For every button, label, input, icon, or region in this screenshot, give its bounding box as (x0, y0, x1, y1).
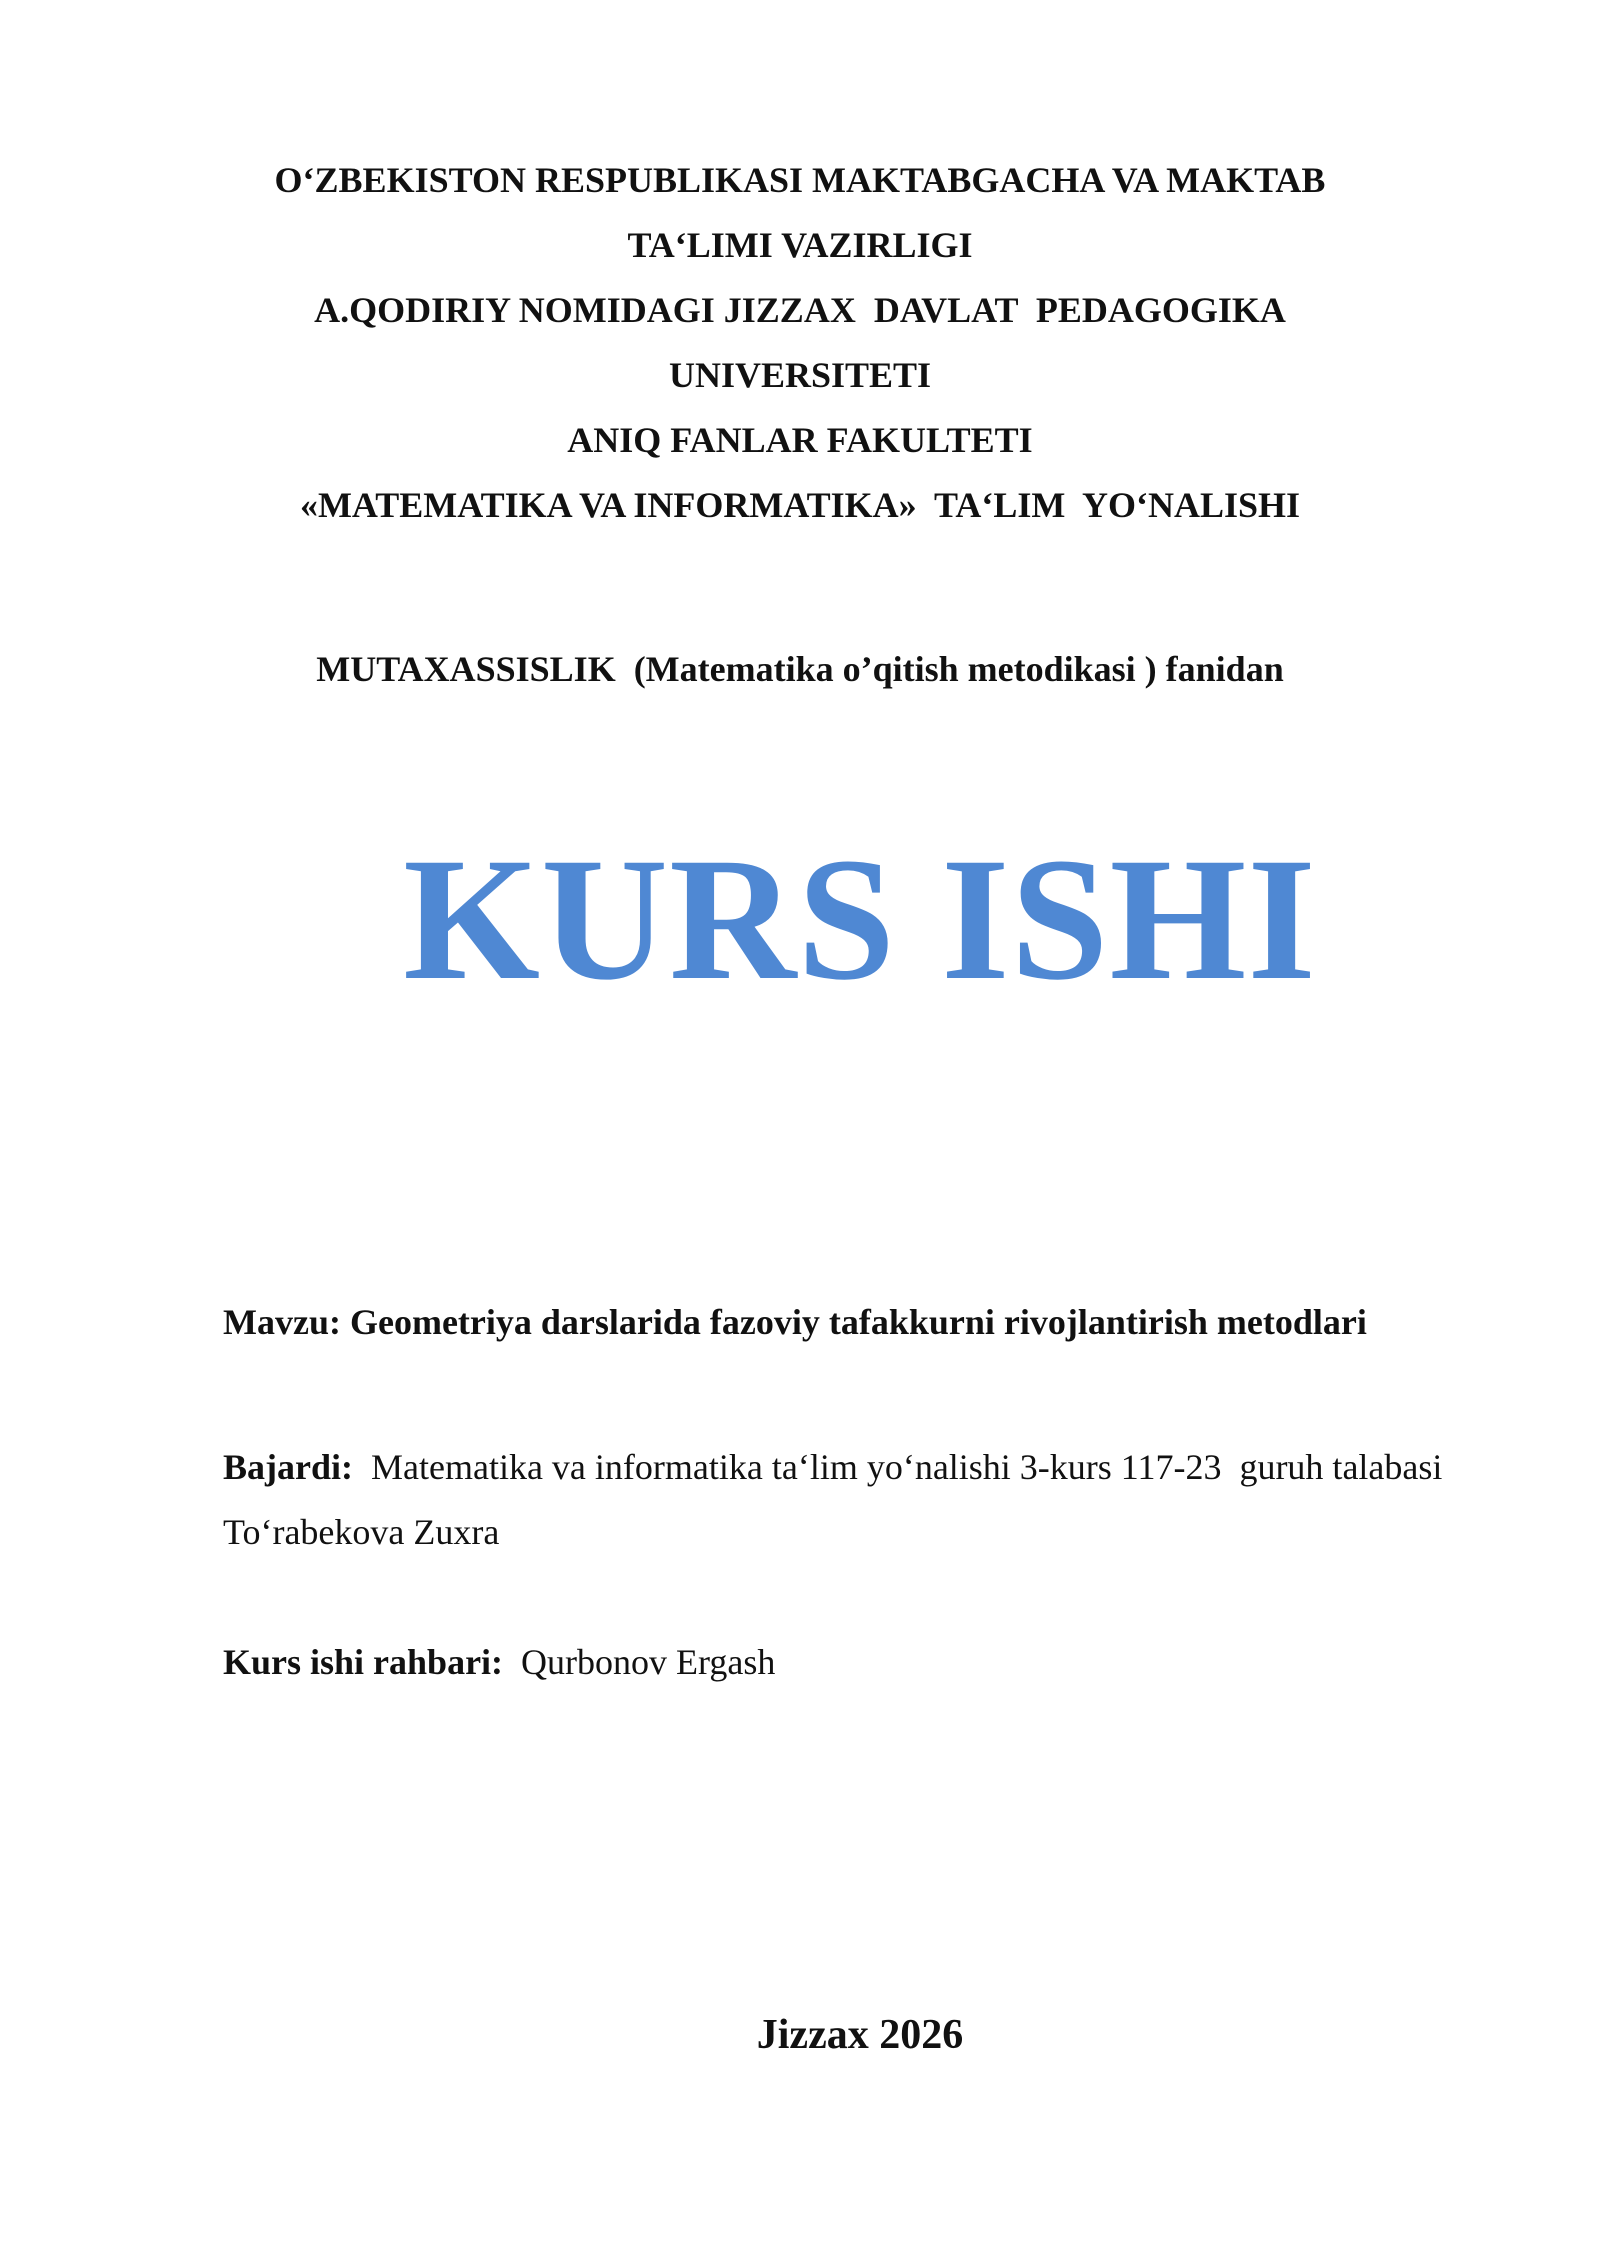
topic-label: Mavzu: (223, 1302, 341, 1342)
topic-line (223, 1290, 1553, 1355)
performer-line (223, 1435, 1553, 1565)
supervisor-label: Kurs ishi rahbari: (223, 1642, 504, 1682)
supervisor-line (223, 1630, 1553, 1695)
supervisor-value: Qurbonov Ergash (521, 1642, 776, 1682)
performer-value: Matematika va informatika ta‘lim yo‘nalishi 3-kurs 117-23 guruh talabasi To‘rabekova Zuxra (223, 1447, 1451, 1552)
institution-header (0, 148, 1600, 538)
topic-value: Geometriya darslarida fazoviy tafakkurni rivojlantirish metodlari (349, 1302, 1367, 1342)
header-line-university-1: A.QODIRIY NOMIDAGI JIZZAX DAVLAT PEDAGOGIKA (314, 290, 1286, 330)
header-line-faculty: ANIQ FANLAR FAKULTETI (567, 420, 1033, 460)
performer-label: Bajardi: (223, 1447, 353, 1487)
header-line-ministry-2: TA‘LIMI VAZIRLIGI (627, 225, 973, 265)
header-line-university-2: UNIVERSITETI (668, 355, 932, 395)
subject-line: MUTAXASSISLIK (Matematika o’qitish metodikasi ) fanidan (316, 649, 1284, 689)
document-title: KURS ISHI (403, 822, 1317, 1017)
header-line-direction: «MATEMATIKA VA INFORMATIKA» TA‘LIM YO‘NALISHI (299, 485, 1301, 525)
city-year: Jizzax 2026 (756, 2012, 964, 2058)
header-line-ministry-1: O‘ZBEKISTON RESPUBLIKASI MAKTABGACHA VA MAKTAB (274, 160, 1326, 200)
